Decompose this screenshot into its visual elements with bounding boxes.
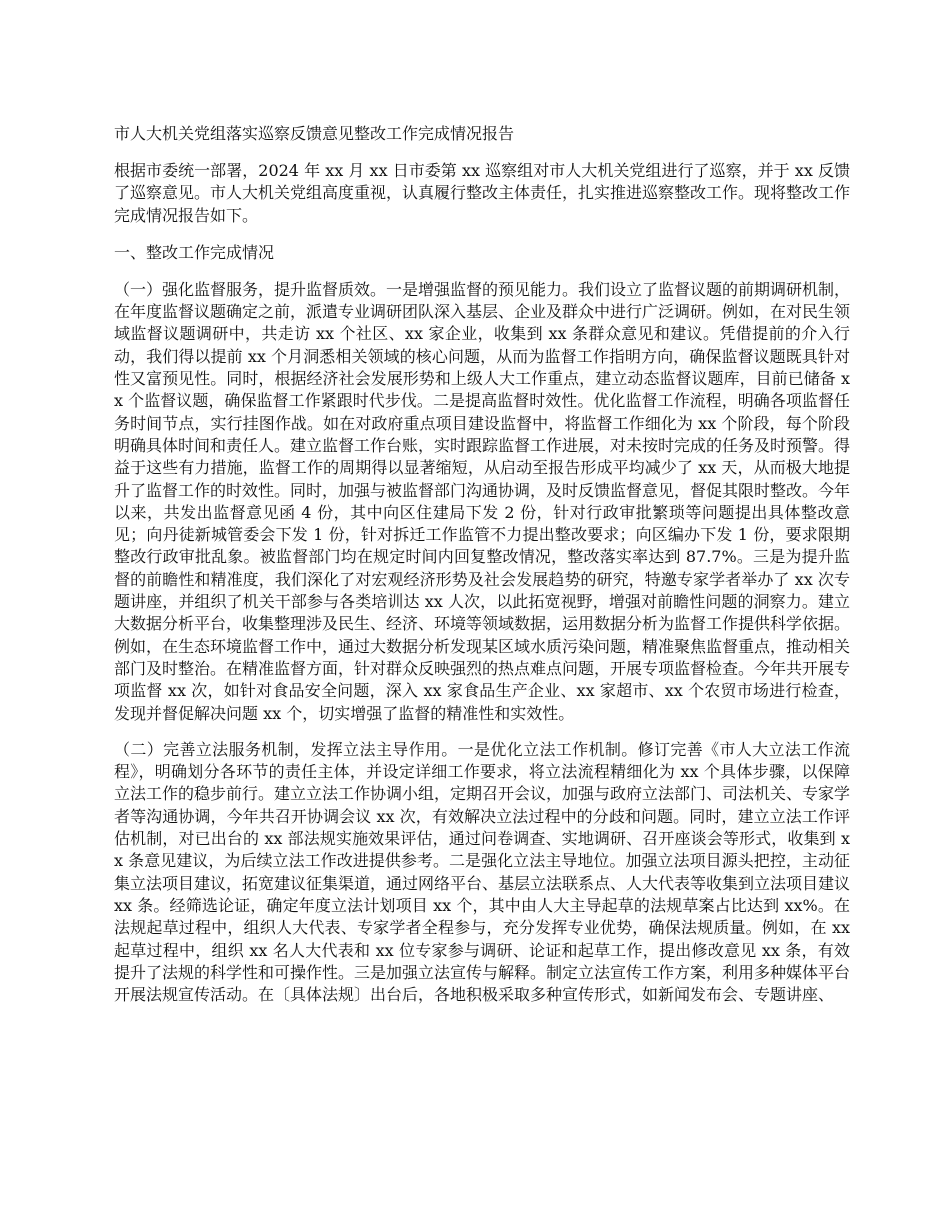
intro-paragraph: 根据市委统一部署，2024 年 xx 月 xx 日市委第 xx 巡察组对市人大机关党组进行了巡察，并于 xx 反馈了巡察意见。市人大机关党组高度重视，认真履行整改主体责任，扎实推进巡察整改工作。现将整改工作完成情况报告如下。	[114, 161, 851, 225]
body-paragraph: （一）强化监督服务，提升监督质效。一是增强监督的预见能力。我们设立了监督议题的前期调研机制，在年度监督议题确定之前，派遣专业调研团队深入基层、企业及群众中进行广泛调研。例如，在对民生领域监督议题调研中，共走访 xx 个社区、xx 家企业，收集到 xx 条群众意见和建议。凭借提前的介入行动，我们得以提前 xx 个月洞悉相关领域的核心问题，从而为监督工作指明方向，确保监督议题既具针对性又富预见性。同时，根据经济社会发展形势和上级人大工作重点，建立动态监督议题库，目前已储备 xx 个监督议题，确保监督工作紧跟时代步伐。二是提高监督时效性。优化监督工作流程，明确各项监督任务时间节点，实行挂图作战。如在对政府重点项目建设监督中，将监督工作细化为 xx 个阶段，每个阶段明确具体时间和责任人。建立监督工作台账，实时跟踪监督工作进展，对未按时完成的任务及时预警。得益于这些有力措施，监督工作的周期得以显著缩短，从启动至报告形成平均减少了 xx 天，从而极大地提升了监督工作的时效性。同时，加强与被监督部门沟通协调，及时反馈监督意见，督促其限时整改。今年以来，共发出监督意见函 4 份，其中向区住建局下发 2 份，针对行政审批繁琐等问题提出具体整改意见；向丹徒新城管委会下发 1 份，针对拆迁工作监管不力提出整改要求；向区编办下发 1 份，要求限期整改行政审批乱象。被监督部门均在规定时间内回复整改情况，整改落实率达到 87.7%。三是为提升监督的前瞻性和精准度，我们深化了对宏观经济形势及社会发展趋势的研究，特邀专家学者举办了 xx 次专题讲座，并组织了机关干部参与各类培训达 xx 人次，以此拓宽视野，增强对前瞻性问题的洞察力。建立大数据分析平台，收集整理涉及民生、经济、环境等领域数据，运用数据分析为监督工作提供科学依据。例如，在生态环境监督工作中，通过大数据分析发现某区域水质污染问题，精准聚焦监督重点，推动相关部门及时整治。在精准监督方面，针对群众反映强烈的热点难点问题，开展专项监督检查。今年共开展专项监督 xx 次，如针对食品安全问题，深入 xx 家食品生产企业、xx 家超市、xx 个农贸市场进行检查，发现并督促解决问题 xx 个，切实增强了监督的精准性和实效性。	[114, 279, 851, 723]
section-heading: 一、整改工作完成情况	[114, 242, 275, 262]
document-title: 市人大机关党组落实巡察反馈意见整改工作完成情况报告	[114, 124, 515, 143]
document-page	[114, 122, 850, 1020]
body-paragraph: （二）完善立法服务机制，发挥立法主导作用。一是优化立法工作机制。修订完善《市人大立法工作流程》，明确划分各环节的责任主体，并设定详细工作要求，将立法流程精细化为 xx 个具体步骤，以保障立法工作的稳步前行。建立立法工作协调小组，定期召开会议，加强与政府立法部门、司法机关、专家学者等沟通协调，今年共召开协调会议 xx 次，有效解决立法过程中的分歧和问题。同时，建立立法工作评估机制，对已出台的 xx 部法规实施效果评估，通过问卷调查、实地调研、召开座谈会等形式，收集到 xx 条意见建议，为后续立法工作改进提供参考。二是强化立法主导地位。加强立法项目源头把控，主动征集立法项目建议，拓宽建议征集渠道，通过网络平台、基层立法联系点、人大代表等收集到立法项目建议 xx 条。经筛选论证，确定年度立法计划项目 xx 个，其中由人大主导起草的法规草案占比达到 xx%。在法规起草过程中，组织人大代表、专家学者全程参与，充分发挥专业优势，确保法规质量。例如，在 xx 起草过程中，组织 xx 名人大代表和 xx 位专家参与调研、论证和起草工作，提出修改意见 xx 条，有效提升了法规的科学性和可操作性。三是加强立法宣传与解释。制定立法宣传工作方案，利用多种媒体平台开展法规宣传活动。在〔具体法规〕出台后，各地积极采取多种宣传形式，如新闻发布会、专题讲座、	[114, 739, 851, 1005]
